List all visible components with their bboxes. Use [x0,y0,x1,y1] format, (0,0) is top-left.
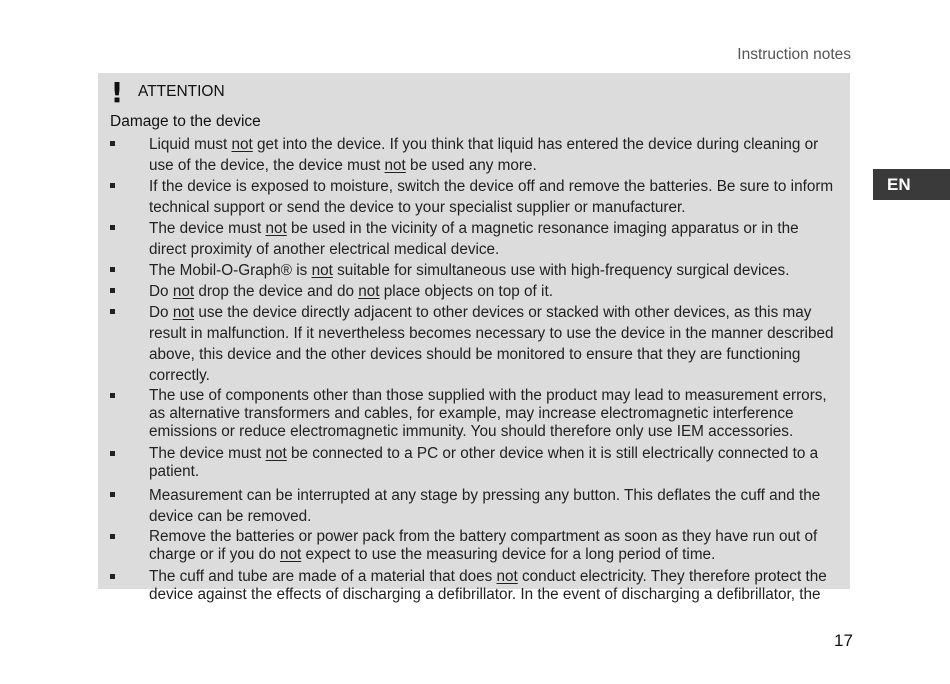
list-item: If the device is exposed to moisture, switch the device off and remove the batteries. Be sure to inform technical support or send the device to your specialist supplier or manufacturer. [98,176,850,218]
bullet-icon [110,141,115,146]
section-title: Instruction notes [737,46,851,63]
bullet-icon [110,288,115,293]
bullet-icon [110,267,115,272]
list-item: Liquid must not get into the device. If you think that liquid has entered the device during cleaning or use of the device, the device must not be used any more. [98,134,850,176]
attention-heading [110,75,225,109]
bullet-icon [110,492,115,497]
bullet-icon [110,451,115,456]
page-number: 17 [834,631,853,650]
bullet-icon [110,225,115,230]
list-item: Do not drop the device and do not place objects on top of it. [98,281,850,302]
bullet-icon [110,574,115,579]
list-item: Do not use the device directly adjacent to other devices or stacked with other devices, as this may result in malfunction. If it nevertheless becomes necessary to use the device in the manner described above, this device and the other devices should be monitored to ensure that they are functioning correctly. [98,302,850,386]
attention-list [98,134,850,608]
list-item: Remove the batteries or power pack from the battery compartment as soon as they have run out of charge or if you do not expect to use the measuring device for a long period of time. [98,528,850,564]
exclamation-icon: ! [110,75,124,109]
attention-label: ATTENTION [138,83,225,100]
list-item: The Mobil-O-Graph® is not suitable for simultaneous use with high-frequency surgical devices. [98,260,850,281]
attention-box [98,73,850,603]
list-item: The device must not be connected to a PC or other device when it is still electrically connected to a patient. [98,445,850,481]
list-item: The use of components other than those supplied with the product may lead to measurement errors, as alternative transformers and cables, for example, may increase electromagnetic interference emissions or reduce electromagnetic immunity. You should therefore only use IEM accessories. [98,387,850,441]
bullet-icon [110,309,115,314]
bullet-icon [110,534,115,539]
damage-subheading: Damage to the device [110,113,261,130]
bullet-icon [110,183,115,188]
list-item: Measurement can be interrupted at any stage by pressing any button. This deflates the cuff and the device can be removed. [98,485,850,527]
bullet-icon [110,393,115,398]
language-tab-en[interactable]: EN [873,169,950,200]
list-item: The device must not be used in the vicinity of a magnetic resonance imaging apparatus or in the direct proximity of another electrical medical device. [98,218,850,260]
list-item: The cuff and tube are made of a material that does not conduct electricity. They therefore protect the device against the effects of discharging a defibrillator. In the event of discharging a defibrillator, the [98,568,850,604]
